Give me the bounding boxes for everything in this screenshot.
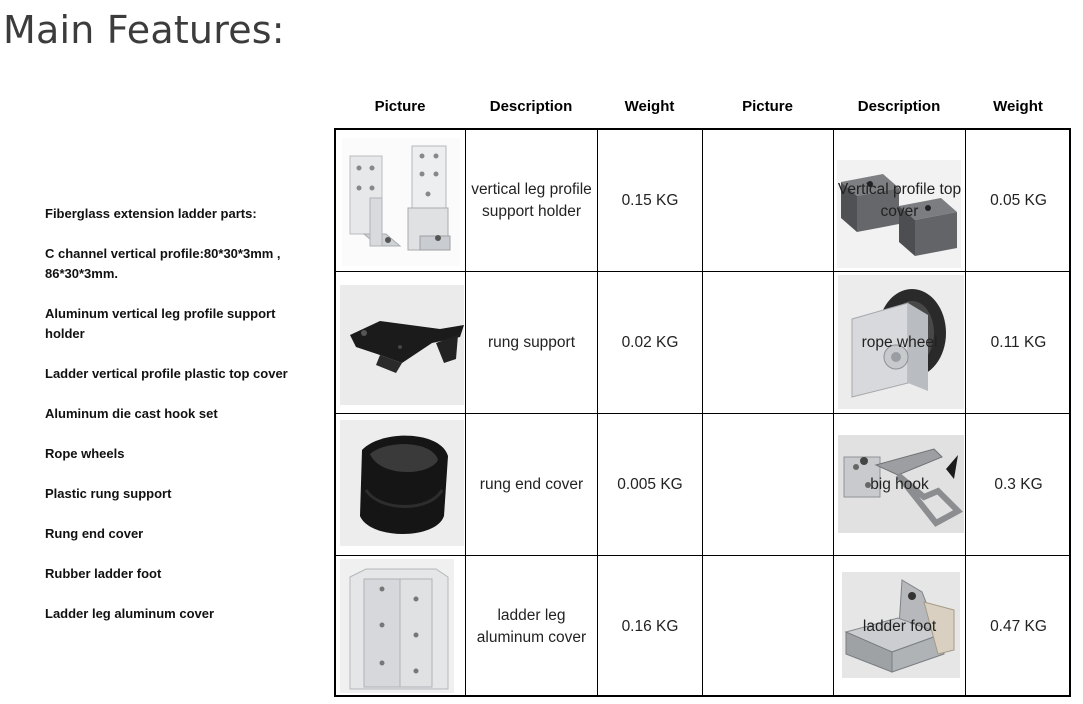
rung-support-photo-icon xyxy=(340,285,464,405)
parts-list-item: Fiberglass extension ladder parts: xyxy=(45,206,257,221)
weight-cell: 0.005 KG xyxy=(617,475,683,493)
header-picture-left: Picture xyxy=(374,98,426,115)
description-cell: Vertical profile top cover xyxy=(837,180,962,220)
parts-list-item: Ladder leg aluminum cover xyxy=(45,606,215,621)
description-cell: rung support xyxy=(487,333,576,351)
parts-list-item: Plastic rung support xyxy=(45,486,172,501)
weight-cell: 0.05 KG xyxy=(990,191,1047,209)
end-cover-photo-icon xyxy=(340,420,464,546)
weight-cell: 0.11 KG xyxy=(990,333,1047,351)
parts-list xyxy=(45,204,315,644)
description-cell: vertical leg profile support holder xyxy=(471,180,592,220)
parts-list-item: C channel vertical profile:80*30*3mm , 86*30*3mm. xyxy=(45,246,281,281)
parts-list-item: Rope wheels xyxy=(45,446,125,461)
weight-cell: 0.02 KG xyxy=(621,333,679,351)
description-cell: rung end cover xyxy=(479,475,584,493)
header-weight-left: Weight xyxy=(624,98,675,115)
description-cell: big hook xyxy=(870,475,929,493)
description-cell: ladder foot xyxy=(862,617,937,635)
parts-list-item: Ladder vertical profile plastic top cover xyxy=(45,366,288,381)
description-cell: rope wheel xyxy=(861,333,938,351)
weight-cell: 0.15 KG xyxy=(621,191,679,209)
weight-cell: 0.47 KG xyxy=(990,617,1047,635)
header-description-left: Description xyxy=(489,98,573,115)
parts-list-item: Rung end cover xyxy=(45,526,144,541)
leg-cover-photo-icon xyxy=(340,559,454,693)
header-picture-right: Picture xyxy=(742,98,793,115)
description-cell: ladder leg aluminum cover xyxy=(476,606,587,646)
page-title: Main Features: xyxy=(3,8,285,52)
parts-list-item: Aluminum vertical leg profile support holder xyxy=(45,306,276,341)
parts-list-item: Rubber ladder foot xyxy=(45,566,162,581)
header-weight-right: Weight xyxy=(993,98,1043,115)
parts-list-item: Aluminum die cast hook set xyxy=(45,406,218,421)
bracket-photo-icon xyxy=(342,138,460,266)
parts-table xyxy=(334,128,1071,697)
header-description-right: Description xyxy=(857,98,941,115)
weight-cell: 0.16 KG xyxy=(621,617,679,635)
weight-cell: 0.3 KG xyxy=(994,475,1043,493)
